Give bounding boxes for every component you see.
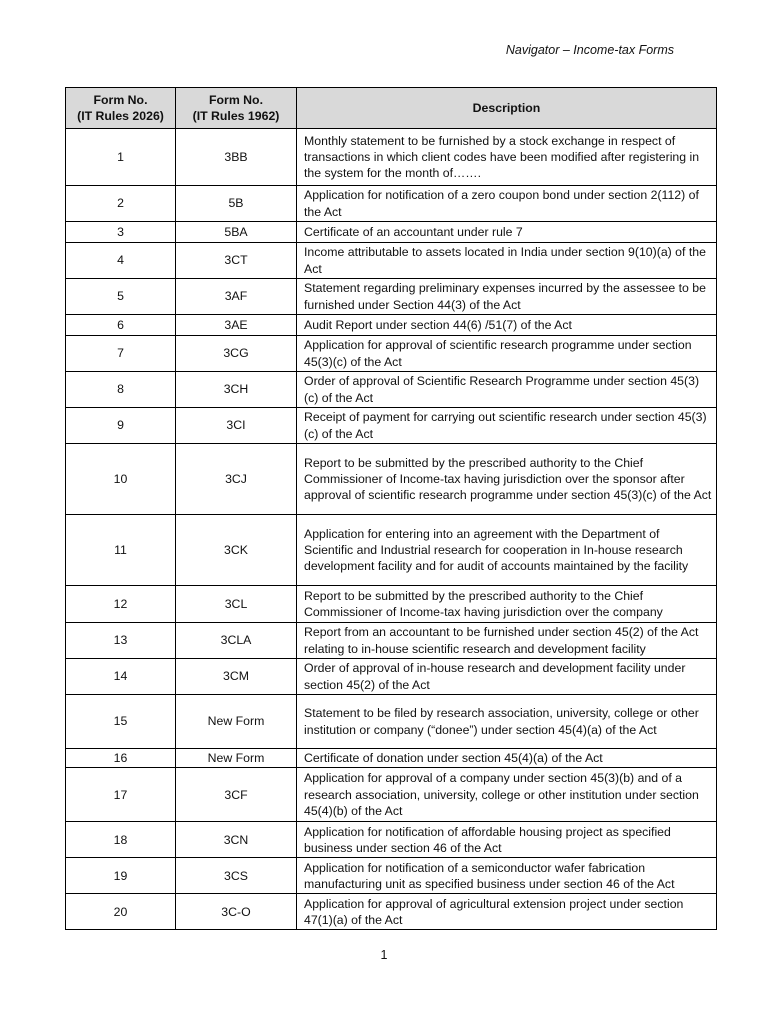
new-form-number: 16 — [66, 749, 176, 768]
form-description: Certificate of an accountant under rule 7 — [297, 222, 717, 243]
new-form-number: 19 — [66, 858, 176, 894]
column-header-sublabel: (IT Rules 1962) — [192, 109, 280, 123]
old-form-number: 3CT — [176, 243, 297, 279]
new-form-number: 17 — [66, 768, 176, 822]
new-form-number: 4 — [66, 243, 176, 279]
table-row — [66, 894, 717, 930]
new-form-number: 11 — [66, 515, 176, 586]
old-form-number: 3CK — [176, 515, 297, 586]
form-description: Application for notification of a zero coupon bond under section 2(112) of the Act — [297, 186, 717, 222]
old-form-number: 3BB — [176, 129, 297, 186]
new-form-number: 7 — [66, 336, 176, 372]
new-form-number: 3 — [66, 222, 176, 243]
table-row — [66, 695, 717, 749]
form-description: Statement regarding preliminary expenses incurred by the assessee to be furnished under Section 44(3) of the Act — [297, 279, 717, 315]
new-form-number: 14 — [66, 659, 176, 695]
page-number: 1 — [380, 948, 388, 962]
table-body — [66, 129, 717, 930]
old-form-number: 3AF — [176, 279, 297, 315]
column-header-label: Description — [472, 101, 541, 115]
new-form-number: 8 — [66, 372, 176, 408]
page-header-title: Navigator – Income-tax Forms — [505, 43, 674, 57]
old-form-number: 3CS — [176, 858, 297, 894]
form-description: Receipt of payment for carrying out scientific research under section 45(3)(c) of the Act — [297, 408, 717, 444]
table-row — [66, 444, 717, 515]
form-description: Report to be submitted by the prescribed authority to the Chief Commissioner of Income-tax having jurisdiction over the sponsor after approval of scientific research programme under section 45(3)(c) of the Act — [297, 444, 717, 515]
old-form-number: 3CI — [176, 408, 297, 444]
new-form-number: 6 — [66, 315, 176, 336]
table-row — [66, 186, 717, 222]
form-description: Audit Report under section 44(6) /51(7) of the Act — [297, 315, 717, 336]
form-description: Application for notification of affordable housing project as specified business under section 46 of the Act — [297, 822, 717, 858]
new-form-number: 2 — [66, 186, 176, 222]
form-description: Report to be submitted by the prescribed authority to the Chief Commissioner of Income-tax having jurisdiction over the company — [297, 586, 717, 623]
table-row — [66, 129, 717, 186]
old-form-number: 5BA — [176, 222, 297, 243]
new-form-number: 20 — [66, 894, 176, 930]
table-row — [66, 222, 717, 243]
new-form-number: 15 — [66, 695, 176, 749]
new-form-number: 12 — [66, 586, 176, 623]
old-form-number: 5B — [176, 186, 297, 222]
table-row — [66, 749, 717, 768]
old-form-number: 3CM — [176, 659, 297, 695]
table-row — [66, 822, 717, 858]
forms-table — [65, 87, 717, 930]
old-form-number: 3CF — [176, 768, 297, 822]
table-row — [66, 243, 717, 279]
old-form-number: 3CG — [176, 336, 297, 372]
column-header-label: Form No. — [93, 93, 148, 107]
column-header-new-form-no — [66, 88, 176, 129]
table-row — [66, 315, 717, 336]
table-row — [66, 279, 717, 315]
table-row — [66, 659, 717, 695]
table-row — [66, 623, 717, 659]
form-description: Order of approval of Scientific Research Programme under section 45(3)(c) of the Act — [297, 372, 717, 408]
old-form-number: 3CL — [176, 586, 297, 623]
table-row — [66, 336, 717, 372]
old-form-number: 3AE — [176, 315, 297, 336]
table-row — [66, 515, 717, 586]
new-form-number: 10 — [66, 444, 176, 515]
form-description: Statement to be filed by research association, university, college or other institution or company (“donee”) under section 45(4)(a) of the Act — [297, 695, 717, 749]
column-header-description — [297, 88, 717, 129]
new-form-number: 1 — [66, 129, 176, 186]
table-row — [66, 372, 717, 408]
table-row — [66, 768, 717, 822]
form-description: Certificate of donation under section 45(4)(a) of the Act — [297, 749, 717, 768]
table-row — [66, 586, 717, 623]
new-form-number: 13 — [66, 623, 176, 659]
column-header-sublabel: (IT Rules 2026) — [77, 109, 164, 123]
old-form-number: New Form — [176, 695, 297, 749]
table-row — [66, 858, 717, 894]
table-header — [66, 88, 717, 129]
form-description: Monthly statement to be furnished by a stock exchange in respect of transactions in which client codes have been modified after registering in the system for the month of……. — [297, 129, 717, 186]
new-form-number: 9 — [66, 408, 176, 444]
old-form-number: 3CJ — [176, 444, 297, 515]
column-header-old-form-no — [176, 88, 297, 129]
new-form-number: 5 — [66, 279, 176, 315]
old-form-number: 3CLA — [176, 623, 297, 659]
form-description: Income attributable to assets located in India under section 9(10)(a) of the Act — [297, 243, 717, 279]
old-form-number: 3CH — [176, 372, 297, 408]
old-form-number: New Form — [176, 749, 297, 768]
form-description: Application for entering into an agreement with the Department of Scientific and Industrial research for cooperation in In-house research development facility and for audit of accounts maintained by the facility — [297, 515, 717, 586]
header-row — [66, 88, 717, 129]
form-description: Order of approval of in-house research and development facility under section 45(2) of the Act — [297, 659, 717, 695]
form-description: Application for notification of a semiconductor wafer fabrication manufacturing unit as specified business under section 46 of the Act — [297, 858, 717, 894]
form-description: Application for approval of agricultural extension project under section 47(1)(a) of the Act — [297, 894, 717, 930]
table-row — [66, 408, 717, 444]
new-form-number: 18 — [66, 822, 176, 858]
form-description: Application for approval of a company under section 45(3)(b) and of a research association, university, college or other institution under section 45(4)(b) of the Act — [297, 768, 717, 822]
old-form-number: 3CN — [176, 822, 297, 858]
column-header-label: Form No. — [209, 93, 263, 107]
form-description: Application for approval of scientific research programme under section 45(3)(c) of the Act — [297, 336, 717, 372]
old-form-number: 3C-O — [176, 894, 297, 930]
form-description: Report from an accountant to be furnished under section 45(2) of the Act relating to in-house scientific research and development facility — [297, 623, 717, 659]
